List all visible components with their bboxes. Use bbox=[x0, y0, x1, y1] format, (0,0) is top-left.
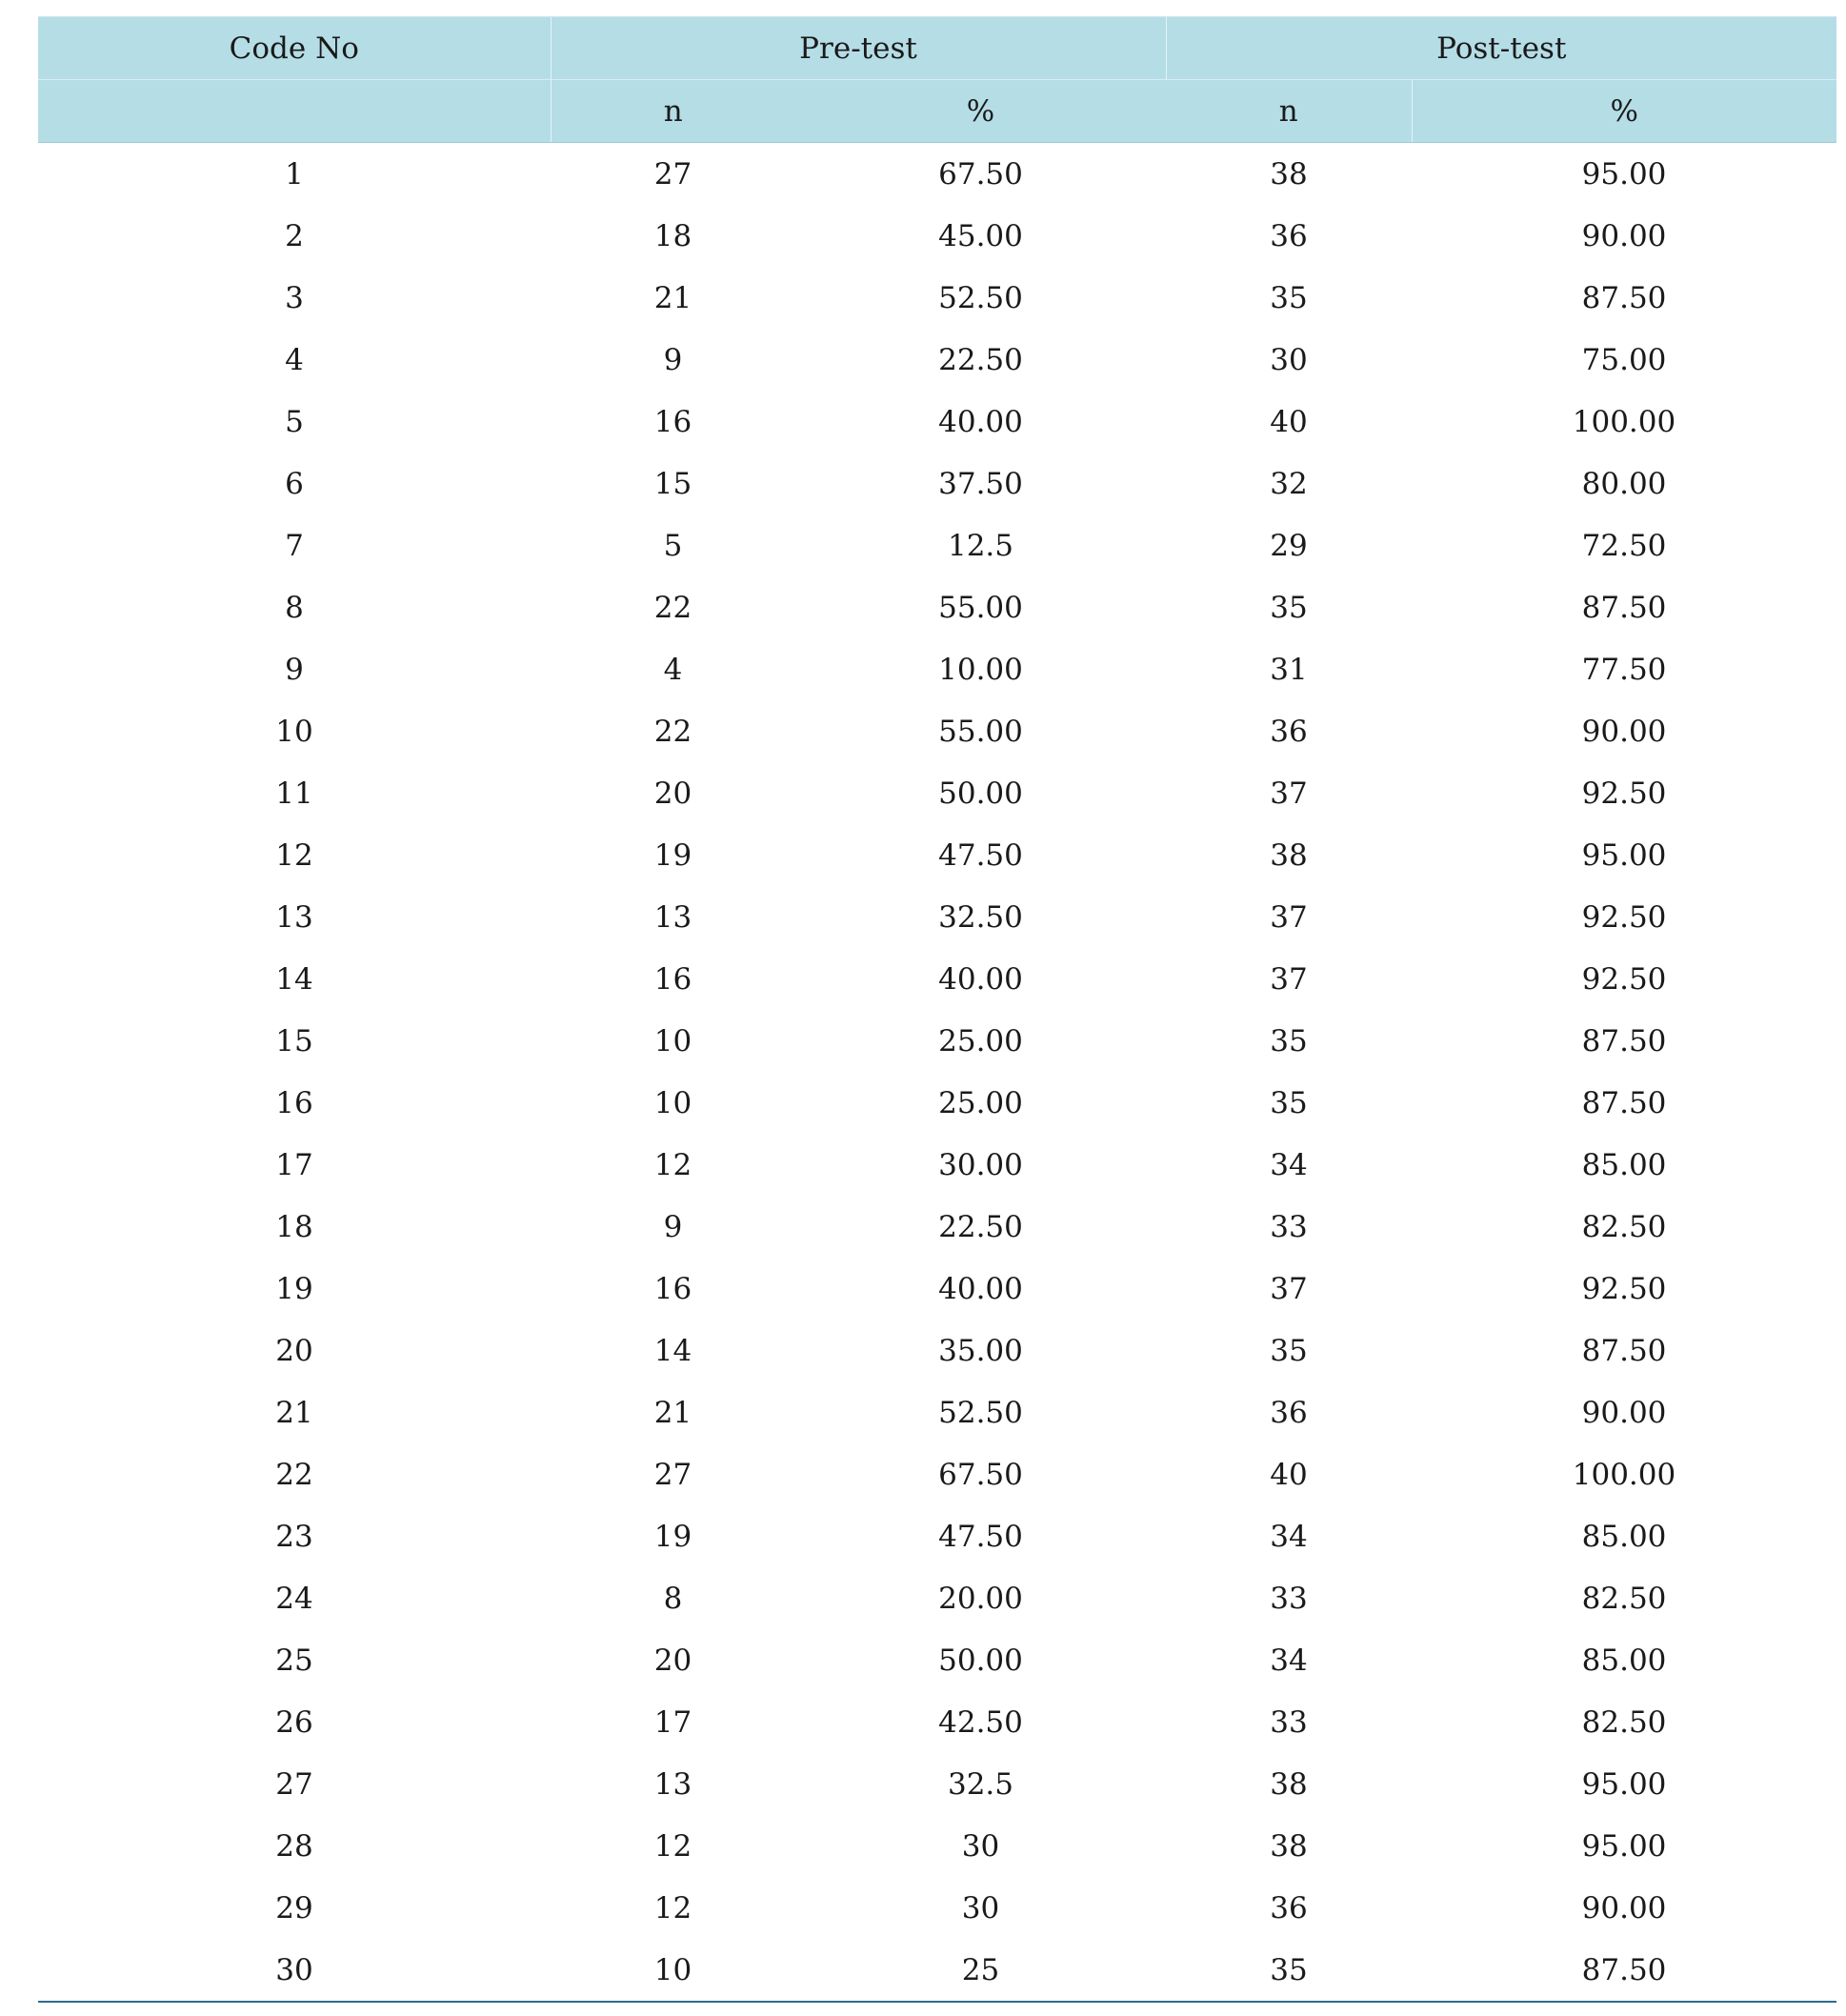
cell-pre-percent: 12.5 bbox=[947, 528, 1014, 563]
cell-pre-n: 14 bbox=[653, 1333, 692, 1368]
cell-post-percent: 87.50 bbox=[1581, 280, 1667, 315]
cell-post-percent: 95.00 bbox=[1581, 1766, 1667, 1802]
cell-post-percent: 95.00 bbox=[1581, 837, 1667, 873]
table-row bbox=[38, 762, 1836, 824]
cell-pre-percent: 40.00 bbox=[938, 1271, 1023, 1306]
cell-post-n: 34 bbox=[1270, 1519, 1308, 1554]
table-row bbox=[38, 143, 1836, 206]
cell-post-percent: 90.00 bbox=[1581, 218, 1667, 253]
cell-code-no: 28 bbox=[275, 1828, 313, 1864]
cell-post-percent: 75.00 bbox=[1581, 342, 1667, 377]
header-row-groups bbox=[38, 17, 1836, 80]
cell-post-percent: 92.50 bbox=[1581, 899, 1667, 935]
cell-pre-n: 18 bbox=[653, 218, 692, 253]
cell-post-percent: 87.50 bbox=[1581, 590, 1667, 625]
cell-code-no: 20 bbox=[275, 1333, 313, 1368]
cell-post-n: 33 bbox=[1270, 1581, 1308, 1616]
cell-post-n: 35 bbox=[1270, 1023, 1308, 1058]
table-body bbox=[38, 143, 1836, 2003]
cell-post-percent: 95.00 bbox=[1581, 1828, 1667, 1864]
table-row bbox=[38, 1258, 1836, 1320]
cell-post-percent: 85.00 bbox=[1581, 1643, 1667, 1678]
cell-pre-percent: 52.50 bbox=[938, 1395, 1023, 1430]
cell-pre-n: 12 bbox=[653, 1147, 692, 1182]
cell-post-n: 35 bbox=[1166, 1939, 1412, 2002]
cell-post-percent: 77.50 bbox=[1581, 652, 1667, 687]
table-row bbox=[38, 1134, 1836, 1196]
cell-post-n: 38 bbox=[1270, 837, 1308, 873]
cell-code-no: 21 bbox=[275, 1395, 313, 1430]
table-row bbox=[38, 1877, 1836, 1939]
cell-code-no: 3 bbox=[285, 280, 304, 315]
table-row bbox=[38, 1567, 1836, 1629]
cell-pre-percent: 47.50 bbox=[938, 1519, 1023, 1554]
table-header bbox=[38, 17, 1836, 143]
cell-pre-percent: 35.00 bbox=[938, 1333, 1023, 1368]
cell-post-percent: 72.50 bbox=[1581, 528, 1667, 563]
cell-post-percent: 87.50 bbox=[1412, 1939, 1836, 2002]
header-post-percent: % bbox=[1412, 80, 1836, 143]
cell-post-n: 37 bbox=[1270, 899, 1308, 935]
cell-pre-n: 5 bbox=[663, 528, 683, 563]
cell-pre-percent: 40.00 bbox=[938, 404, 1023, 439]
table-row bbox=[38, 267, 1836, 329]
table-row bbox=[38, 948, 1836, 1010]
cell-post-percent: 92.50 bbox=[1581, 776, 1667, 811]
cell-code-no: 26 bbox=[275, 1704, 313, 1740]
cell-post-n: 33 bbox=[1270, 1704, 1308, 1740]
cell-pre-percent: 42.50 bbox=[938, 1704, 1023, 1740]
cell-post-n: 36 bbox=[1270, 1890, 1308, 1925]
cell-code-no: 27 bbox=[275, 1766, 313, 1802]
cell-pre-n: 19 bbox=[653, 837, 692, 873]
table-row bbox=[38, 514, 1836, 576]
cell-pre-n: 15 bbox=[653, 466, 692, 501]
cell-code-no: 19 bbox=[275, 1271, 313, 1306]
cell-code-no: 23 bbox=[275, 1519, 313, 1554]
cell-pre-n: 22 bbox=[653, 714, 692, 749]
cell-post-percent: 82.50 bbox=[1581, 1704, 1667, 1740]
cell-code-no: 6 bbox=[285, 466, 304, 501]
cell-code-no: 4 bbox=[285, 342, 304, 377]
cell-post-n: 36 bbox=[1270, 218, 1308, 253]
cell-post-percent: 85.00 bbox=[1581, 1519, 1667, 1554]
table-row bbox=[38, 700, 1836, 762]
cell-pre-percent: 10.00 bbox=[938, 652, 1023, 687]
header-post-n: n bbox=[1166, 80, 1412, 143]
cell-post-n: 33 bbox=[1270, 1209, 1308, 1244]
cell-code-no: 9 bbox=[285, 652, 304, 687]
cell-post-percent: 100.00 bbox=[1572, 1457, 1676, 1492]
cell-pre-percent: 32.50 bbox=[938, 899, 1023, 935]
cell-pre-percent: 25.00 bbox=[938, 1085, 1023, 1120]
table-row bbox=[38, 576, 1836, 638]
cell-pre-n: 20 bbox=[653, 776, 692, 811]
cell-pre-percent: 20.00 bbox=[938, 1581, 1023, 1616]
cell-post-percent: 90.00 bbox=[1581, 1395, 1667, 1430]
cell-post-n: 37 bbox=[1270, 961, 1308, 997]
cell-pre-percent: 30 bbox=[961, 1890, 1000, 1925]
cell-pre-n: 13 bbox=[653, 1766, 692, 1802]
cell-post-n: 35 bbox=[1270, 1333, 1308, 1368]
cell-code-no: 22 bbox=[275, 1457, 313, 1492]
cell-code-no: 25 bbox=[275, 1643, 313, 1678]
table-row bbox=[38, 391, 1836, 453]
cell-code-no: 12 bbox=[275, 837, 313, 873]
cell-post-percent: 92.50 bbox=[1581, 961, 1667, 997]
cell-pre-percent: 50.00 bbox=[938, 1643, 1023, 1678]
cell-code-no: 13 bbox=[275, 899, 313, 935]
cell-code-no: 1 bbox=[285, 156, 304, 192]
cell-pre-n: 10 bbox=[551, 1939, 795, 2002]
header-row-subcolumns bbox=[38, 80, 1836, 143]
cell-code-no: 10 bbox=[275, 714, 313, 749]
cell-code-no: 24 bbox=[275, 1581, 313, 1616]
cell-post-percent: 90.00 bbox=[1581, 1890, 1667, 1925]
cell-post-n: 30 bbox=[1270, 342, 1308, 377]
header-pre-test: Pre-test bbox=[551, 17, 1166, 80]
cell-pre-percent: 22.50 bbox=[938, 342, 1023, 377]
cell-post-percent: 100.00 bbox=[1572, 404, 1676, 439]
cell-pre-n: 8 bbox=[663, 1581, 683, 1616]
table-row bbox=[38, 329, 1836, 391]
cell-post-percent: 82.50 bbox=[1581, 1209, 1667, 1244]
cell-post-n: 37 bbox=[1270, 1271, 1308, 1306]
cell-pre-n: 19 bbox=[653, 1519, 692, 1554]
cell-pre-percent: 30.00 bbox=[938, 1147, 1023, 1182]
table-row bbox=[38, 1072, 1836, 1134]
table-row bbox=[38, 886, 1836, 948]
cell-post-n: 35 bbox=[1270, 590, 1308, 625]
cell-post-n: 40 bbox=[1270, 1457, 1308, 1492]
cell-pre-percent: 37.50 bbox=[938, 466, 1023, 501]
cell-pre-n: 17 bbox=[653, 1704, 692, 1740]
table-row bbox=[38, 205, 1836, 267]
table-row bbox=[38, 1815, 1836, 1877]
cell-pre-percent: 40.00 bbox=[938, 961, 1023, 997]
cell-code-no: 7 bbox=[285, 528, 304, 563]
cell-post-n: 34 bbox=[1270, 1643, 1308, 1678]
cell-code-no: 5 bbox=[285, 404, 304, 439]
cell-pre-percent: 67.50 bbox=[938, 1457, 1023, 1492]
header-post-test: Post-test bbox=[1166, 17, 1836, 80]
table-row bbox=[38, 1320, 1836, 1381]
cell-pre-n: 4 bbox=[663, 652, 683, 687]
cell-post-n: 37 bbox=[1270, 776, 1308, 811]
data-table-container bbox=[38, 16, 1836, 2003]
cell-post-n: 38 bbox=[1270, 1766, 1308, 1802]
cell-pre-n: 20 bbox=[653, 1643, 692, 1678]
cell-pre-percent: 25 bbox=[795, 1939, 1166, 2002]
cell-post-n: 35 bbox=[1270, 280, 1308, 315]
table-row bbox=[38, 824, 1836, 886]
cell-code-no: 14 bbox=[275, 961, 313, 997]
cell-pre-percent: 32.5 bbox=[947, 1766, 1014, 1802]
cell-post-percent: 95.00 bbox=[1581, 156, 1667, 192]
cell-pre-percent: 45.00 bbox=[938, 218, 1023, 253]
cell-pre-percent: 30 bbox=[961, 1828, 1000, 1864]
cell-pre-n: 27 bbox=[653, 156, 692, 192]
cell-post-n: 40 bbox=[1270, 404, 1308, 439]
cell-pre-n: 12 bbox=[653, 1890, 692, 1925]
cell-post-n: 38 bbox=[1270, 156, 1308, 192]
header-pre-percent: % bbox=[795, 80, 1166, 143]
table-row bbox=[38, 1196, 1836, 1258]
table-row bbox=[38, 1629, 1836, 1691]
cell-pre-percent: 22.50 bbox=[938, 1209, 1023, 1244]
table-row bbox=[38, 1381, 1836, 1443]
cell-pre-n: 21 bbox=[653, 1395, 692, 1430]
cell-post-n: 31 bbox=[1270, 652, 1308, 687]
cell-post-percent: 87.50 bbox=[1581, 1333, 1667, 1368]
cell-code-no: 11 bbox=[275, 776, 313, 811]
cell-post-n: 29 bbox=[1270, 528, 1308, 563]
cell-post-percent: 92.50 bbox=[1581, 1271, 1667, 1306]
cell-pre-n: 13 bbox=[653, 899, 692, 935]
table-row bbox=[38, 453, 1836, 514]
cell-code-no: 29 bbox=[275, 1890, 313, 1925]
table-row bbox=[38, 1691, 1836, 1753]
table-row bbox=[38, 1505, 1836, 1567]
cell-pre-n: 16 bbox=[653, 1271, 692, 1306]
cell-pre-n: 27 bbox=[653, 1457, 692, 1492]
cell-post-n: 34 bbox=[1270, 1147, 1308, 1182]
table-row bbox=[38, 1443, 1836, 1505]
cell-pre-percent: 52.50 bbox=[938, 280, 1023, 315]
cell-pre-percent: 25.00 bbox=[938, 1023, 1023, 1058]
cell-post-n: 32 bbox=[1270, 466, 1308, 501]
cell-pre-n: 9 bbox=[663, 1209, 683, 1244]
header-code-no-blank bbox=[38, 80, 551, 143]
cell-post-percent: 85.00 bbox=[1581, 1147, 1667, 1182]
table-row bbox=[38, 1010, 1836, 1072]
header-pre-n: n bbox=[551, 80, 795, 143]
cell-pre-n: 9 bbox=[663, 342, 683, 377]
cell-pre-n: 10 bbox=[653, 1085, 692, 1120]
cell-code-no: 2 bbox=[285, 218, 304, 253]
cell-post-n: 36 bbox=[1270, 1395, 1308, 1430]
cell-pre-n: 16 bbox=[653, 961, 692, 997]
cell-post-n: 38 bbox=[1270, 1828, 1308, 1864]
cell-code-no: 8 bbox=[285, 590, 304, 625]
table-row bbox=[38, 638, 1836, 700]
cell-pre-percent: 55.00 bbox=[938, 714, 1023, 749]
cell-pre-n: 16 bbox=[653, 404, 692, 439]
cell-pre-percent: 55.00 bbox=[938, 590, 1023, 625]
cell-code-no: 30 bbox=[38, 1939, 551, 2002]
cell-code-no: 18 bbox=[275, 1209, 313, 1244]
cell-code-no: 15 bbox=[275, 1023, 313, 1058]
cell-pre-n: 12 bbox=[653, 1828, 692, 1864]
cell-post-percent: 90.00 bbox=[1581, 714, 1667, 749]
cell-code-no: 17 bbox=[275, 1147, 313, 1182]
header-code-no: Code No bbox=[38, 17, 551, 80]
cell-pre-percent: 47.50 bbox=[938, 837, 1023, 873]
table-row bbox=[38, 1753, 1836, 1815]
cell-post-percent: 87.50 bbox=[1581, 1023, 1667, 1058]
cell-pre-percent: 50.00 bbox=[938, 776, 1023, 811]
cell-post-percent: 80.00 bbox=[1581, 466, 1667, 501]
cell-pre-percent: 67.50 bbox=[938, 156, 1023, 192]
cell-post-percent: 82.50 bbox=[1581, 1581, 1667, 1616]
table-row bbox=[38, 1939, 1836, 2002]
cell-post-percent: 87.50 bbox=[1581, 1085, 1667, 1120]
cell-pre-n: 10 bbox=[653, 1023, 692, 1058]
cell-pre-n: 21 bbox=[653, 280, 692, 315]
scores-table bbox=[38, 16, 1836, 2003]
cell-post-n: 36 bbox=[1270, 714, 1308, 749]
cell-code-no: 16 bbox=[275, 1085, 313, 1120]
cell-post-n: 35 bbox=[1270, 1085, 1308, 1120]
cell-pre-n: 22 bbox=[653, 590, 692, 625]
